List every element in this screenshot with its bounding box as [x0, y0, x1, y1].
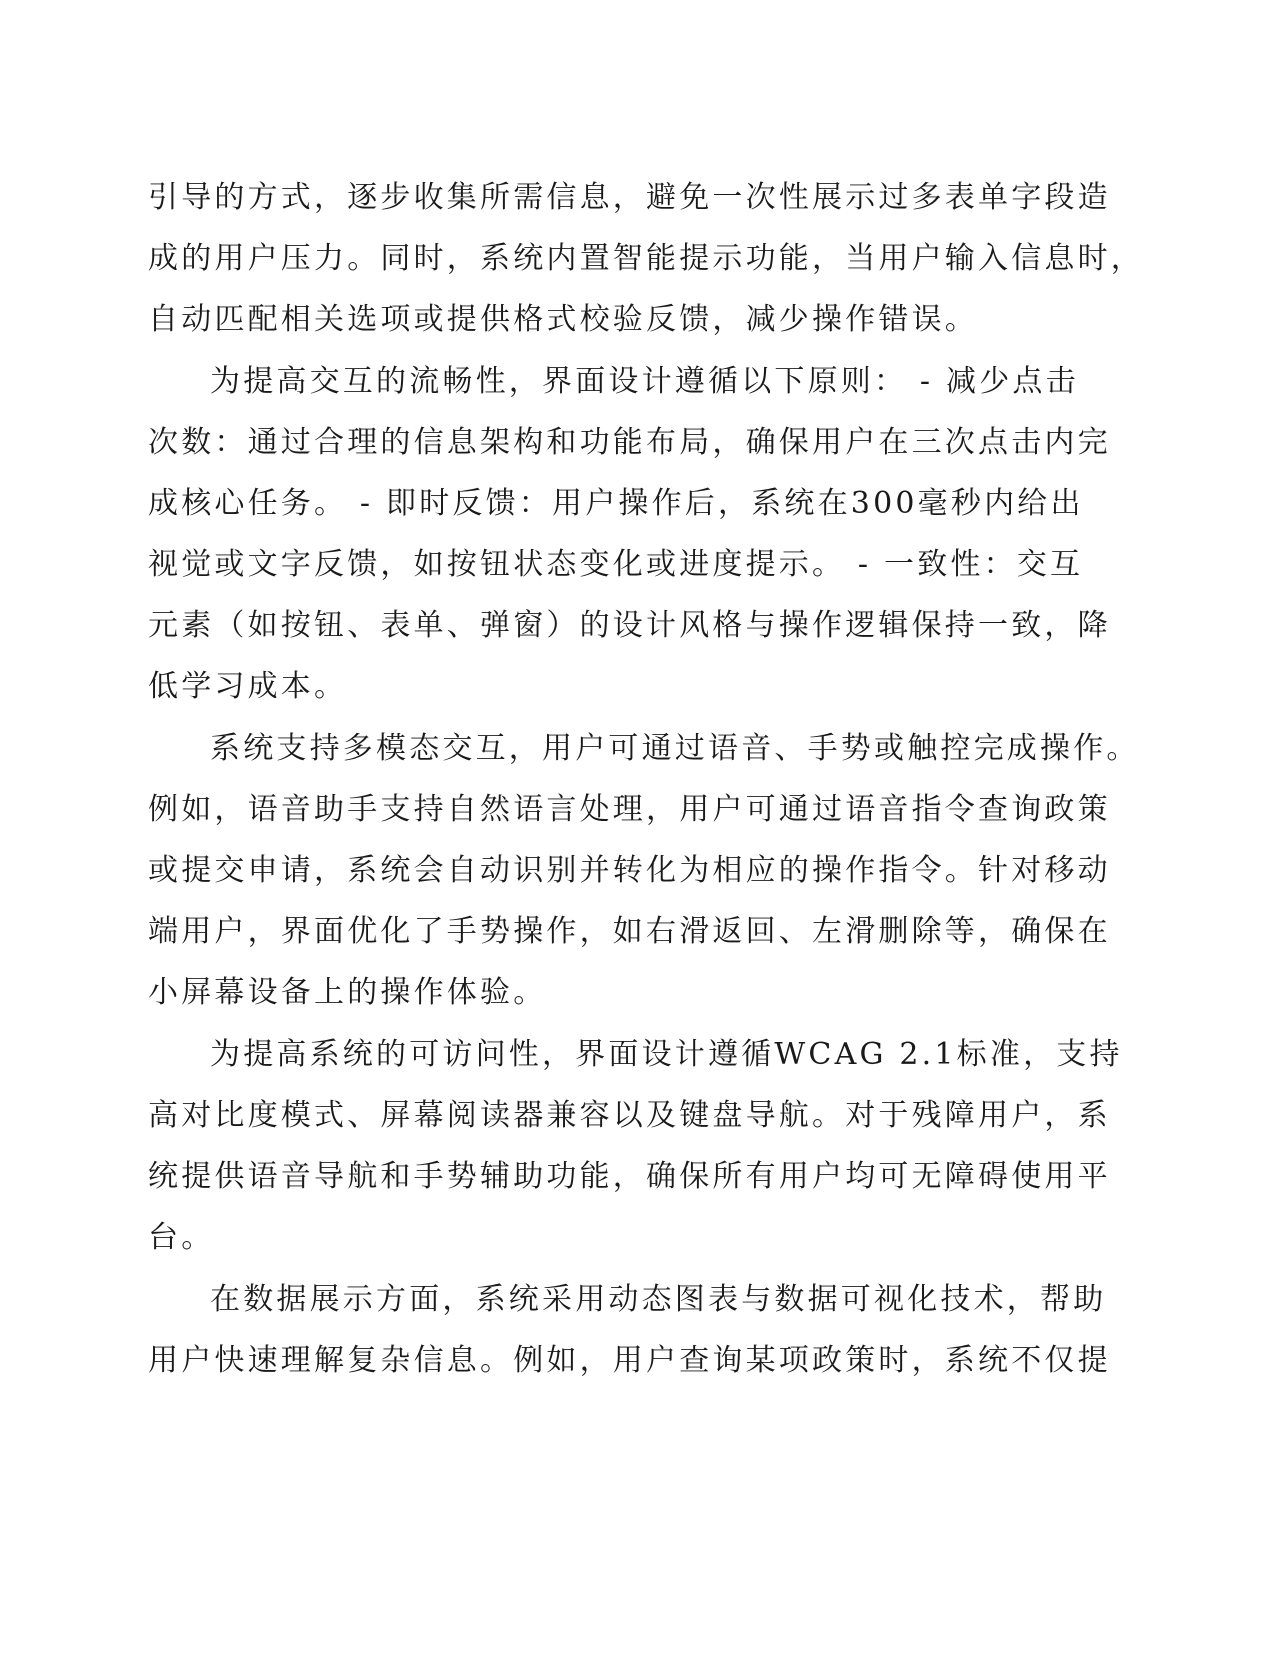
- text-line: 为提高系统的可访问性，界面设计遵循WCAG 2.1标准，支持: [210, 1037, 1123, 1072]
- text-line: 成的用户压力。同时，系统内置智能提示功能，当用户输入信息时，: [148, 241, 1144, 276]
- text-line: 次数：通过合理的信息架构和功能布局，确保用户在三次点击内完: [148, 425, 1111, 460]
- text-line: 自动匹配相关选项或提供格式校验反馈，减少操作错误。: [148, 302, 978, 337]
- text-line: 低学习成本。: [148, 669, 348, 704]
- text-line: 或提交申请，系统会自动识别并转化为相应的操作指令。针对移动: [148, 853, 1111, 888]
- text-line: 引导的方式，逐步收集所需信息，避免一次性展示过多表单字段造: [148, 180, 1111, 215]
- text-line: 小屏幕设备上的操作体验。: [148, 975, 547, 1010]
- text-line: 视觉或文字反馈，如按钮状态变化或进度提示。 - 一致性：交互: [148, 547, 1084, 582]
- text-line: 成核心任务。 - 即时反馈：用户操作后，系统在300毫秒内给出: [148, 486, 1084, 521]
- text-line: 系统支持多模态交互，用户可通过语音、手势或触控完成操作。: [210, 731, 1140, 766]
- text-line: 端用户，界面优化了手势操作，如右滑返回、左滑删除等，确保在: [148, 914, 1111, 949]
- text-line: 例如，语音助手支持自然语言处理，用户可通过语音指令查询政策: [148, 792, 1111, 827]
- text-line: 元素（如按钮、表单、弹窗）的设计风格与操作逻辑保持一致，降: [148, 608, 1111, 643]
- text-line: 高对比度模式、屏幕阅读器兼容以及键盘导航。对于残障用户，系: [148, 1098, 1111, 1133]
- text-line: 为提高交互的流畅性，界面设计遵循以下原则： - 减少点击: [210, 364, 1079, 399]
- text-line: 台。: [148, 1220, 215, 1255]
- text-line: 统提供语音导航和手势辅助功能，确保所有用户均可无障碍使用平: [148, 1159, 1111, 1194]
- text-line: 在数据展示方面，系统采用动态图表与数据可视化技术，帮助: [210, 1282, 1107, 1317]
- text-line: 用户快速理解复杂信息。例如，用户查询某项政策时，系统不仅提: [148, 1343, 1111, 1378]
